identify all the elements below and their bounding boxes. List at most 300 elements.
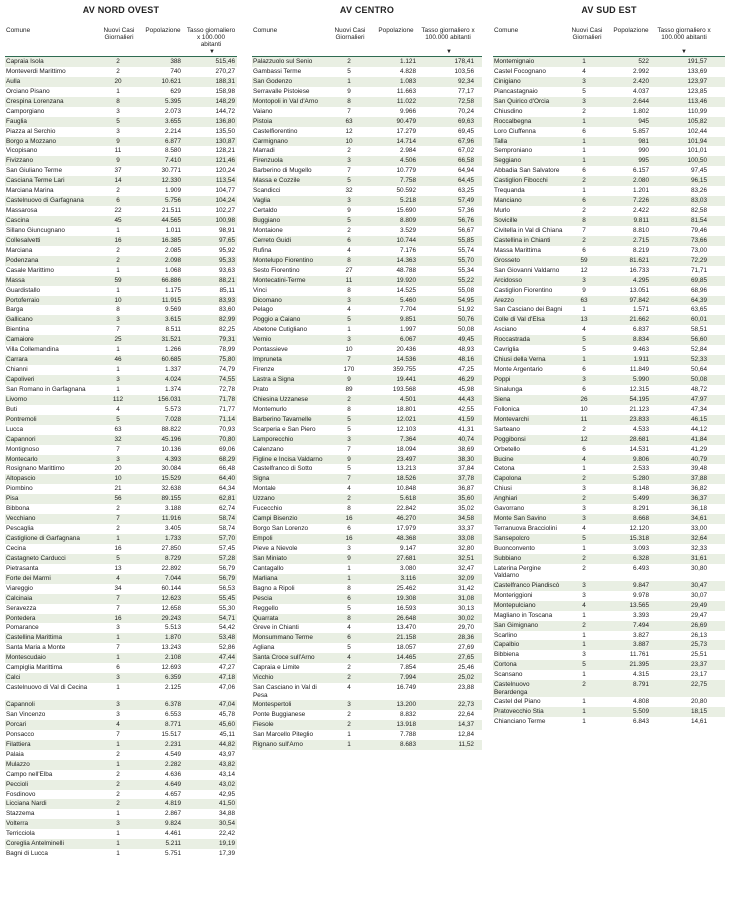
cell-popolazione: 8.729 [165, 554, 181, 562]
cell-nuovi-casi: 4 [116, 720, 120, 728]
table-row [493, 315, 725, 325]
table-row [252, 127, 482, 137]
cell-comune: Ponsacco [6, 730, 35, 738]
cell-popolazione: 12.330 [161, 177, 181, 185]
cell-popolazione: 17.979 [396, 525, 416, 533]
cell-popolazione: 9.463 [633, 346, 649, 354]
cell-tasso: 54,71 [219, 614, 235, 622]
cell-popolazione: 12.120 [629, 525, 649, 533]
cell-comune: San Miniato [253, 554, 287, 562]
table-row [493, 206, 725, 216]
cell-nuovi-casi: 16 [114, 614, 122, 622]
table-row [493, 554, 725, 564]
cell-comune: Vicopisano [6, 147, 38, 155]
table-row [493, 581, 725, 591]
table-row [5, 623, 237, 633]
cell-popolazione: 945 [638, 117, 649, 125]
table-row [5, 117, 237, 127]
cell-tasso: 47,27 [219, 664, 235, 672]
cell-nuovi-casi: 32 [345, 187, 353, 195]
cell-popolazione: 1.011 [165, 226, 181, 234]
cell-tasso: 55,85 [458, 236, 474, 244]
cell-nuovi-casi: 1 [582, 465, 586, 473]
cell-nuovi-casi: 27 [345, 266, 353, 274]
cell-tasso: 32,64 [691, 535, 707, 542]
table-row [5, 276, 237, 286]
cell-comune: Signa [253, 475, 270, 483]
cell-nuovi-casi: 2 [582, 425, 586, 433]
cell-comune: Fucecchio [253, 505, 283, 513]
cell-popolazione: 7.044 [165, 574, 181, 582]
header-comune: Comune [6, 27, 31, 34]
cell-tasso: 55,70 [458, 256, 474, 264]
cell-popolazione: 1.337 [165, 366, 181, 374]
cell-tasso: 50,76 [458, 316, 474, 324]
cell-popolazione: 5.211 [165, 840, 181, 848]
cell-nuovi-casi: 63 [580, 296, 588, 304]
cell-nuovi-casi: 5 [347, 217, 351, 224]
table-row [252, 395, 482, 405]
cell-nuovi-casi: 3 [116, 820, 120, 828]
cell-comune: Castellina Marittima [6, 634, 63, 642]
cell-tasso: 58,74 [219, 525, 235, 533]
cell-popolazione: 5.618 [400, 495, 416, 503]
cell-comune: Laterina Pergine Valdarno [494, 564, 541, 580]
cell-tasso: 100,50 [687, 157, 707, 165]
table-row [5, 435, 237, 445]
cell-comune: San Vincenzo [6, 711, 46, 718]
cell-nuovi-casi: 4 [116, 405, 120, 413]
cell-nuovi-casi: 3 [347, 701, 351, 709]
cell-comune: Castagneto Carducci [6, 554, 66, 562]
cell-comune: Pieve a Nievole [253, 544, 298, 552]
cell-nuovi-casi: 2 [347, 674, 351, 682]
cell-popolazione: 22.842 [396, 505, 416, 513]
cell-popolazione: 4.808 [633, 698, 649, 706]
cell-comune: Sesto Fiorentino [253, 266, 300, 274]
cell-nuovi-casi: 2 [116, 58, 120, 65]
table-body [493, 57, 725, 727]
cell-tasso: 148,29 [215, 97, 235, 105]
cell-comune: Guardistallo [6, 286, 41, 294]
cell-comune: Monte San Savino [494, 515, 547, 523]
cell-comune: Semproniano [494, 147, 533, 155]
table-row [493, 591, 725, 601]
table-row [493, 355, 725, 365]
cell-nuovi-casi: 8 [347, 614, 351, 622]
cell-popolazione: 12.658 [161, 604, 181, 612]
table-row [252, 156, 482, 166]
sort-desc-icon[interactable]: ▼ [681, 49, 687, 55]
cell-comune: Capalbio [494, 641, 520, 649]
cell-nuovi-casi: 4 [582, 326, 586, 334]
cell-tasso: 55,30 [219, 604, 235, 612]
cell-nuovi-casi: 20 [114, 77, 122, 85]
cell-comune: Montaione [253, 226, 283, 234]
table-row [252, 653, 482, 663]
table-row [252, 643, 482, 653]
cell-comune: Scarlino [494, 631, 518, 639]
table-row [5, 839, 237, 849]
cell-tasso: 33,08 [458, 535, 474, 542]
cell-popolazione: 11.663 [396, 87, 416, 95]
table-body [5, 57, 237, 859]
cell-popolazione: 1.733 [165, 535, 181, 542]
cell-comune: Cavriglia [494, 346, 519, 354]
cell-nuovi-casi: 4 [347, 624, 351, 632]
cell-nuovi-casi: 1 [347, 730, 351, 738]
cell-comune: Vinci [253, 286, 267, 294]
table-row [493, 435, 725, 445]
table-row [252, 256, 482, 266]
cell-tasso: 37,78 [458, 475, 474, 483]
table-row [252, 584, 482, 594]
cell-popolazione: 13.565 [629, 601, 649, 609]
cell-nuovi-casi: 16 [345, 515, 353, 523]
cell-popolazione: 6.877 [165, 137, 181, 145]
cell-popolazione: 1.802 [633, 107, 649, 115]
cell-popolazione: 5.509 [633, 708, 649, 716]
cell-tasso: 45,98 [458, 385, 474, 393]
cell-popolazione: 4.828 [400, 67, 416, 75]
cell-comune: Colle di Val d'Elsa [494, 316, 545, 324]
cell-popolazione: 9.824 [165, 820, 181, 828]
cell-popolazione: 5.857 [633, 127, 649, 135]
cell-tasso: 64,45 [458, 177, 474, 185]
cell-popolazione: 7.854 [400, 664, 416, 672]
cell-comune: Uzzano [253, 495, 275, 503]
cell-tasso: 22,75 [691, 681, 707, 689]
cell-comune: Arezzo [494, 296, 514, 304]
cell-popolazione: 7.788 [400, 730, 416, 738]
cell-tasso: 54,95 [458, 296, 474, 304]
cell-comune: Calci [6, 674, 21, 682]
cell-popolazione: 18.801 [396, 405, 416, 413]
table-row [5, 345, 237, 355]
table-row [5, 107, 237, 117]
header-popolazione: Popolazione [378, 27, 414, 34]
cell-tasso: 66,48 [219, 465, 235, 473]
table-row [493, 621, 725, 631]
cell-tasso: 23,88 [458, 684, 474, 692]
cell-nuovi-casi: 7 [347, 167, 351, 175]
column-title: AV CENTRO [339, 5, 395, 15]
table-row [5, 375, 237, 385]
cell-comune: Forte dei Marmi [6, 574, 51, 582]
cell-comune: Sovicille [494, 217, 518, 224]
cell-popolazione: 629 [170, 87, 181, 95]
cell-popolazione: 8.148 [633, 485, 649, 493]
table-row [252, 296, 482, 306]
cell-tasso: 26,69 [691, 621, 707, 629]
cell-comune: Vaglia [253, 197, 271, 205]
cell-nuovi-casi: 9 [347, 87, 351, 95]
cell-popolazione: 22.892 [161, 564, 181, 572]
cell-nuovi-casi: 3 [347, 336, 351, 344]
table-row [5, 266, 237, 276]
cell-nuovi-casi: 2 [582, 495, 586, 503]
cell-popolazione: 10.136 [161, 445, 181, 453]
cell-nuovi-casi: 8 [582, 217, 586, 224]
cell-comune: Pontedera [6, 614, 36, 622]
cell-tasso: 44,12 [691, 425, 707, 433]
cell-comune: Stazzema [6, 810, 35, 818]
cell-tasso: 133,69 [687, 67, 707, 75]
table-row [5, 67, 237, 77]
cell-nuovi-casi: 14 [114, 177, 122, 185]
table-row [5, 464, 237, 474]
cell-nuovi-casi: 8 [347, 584, 351, 592]
header-nuovi-casi: Nuovi Casi Giornalieri [571, 27, 603, 41]
table-row [5, 226, 237, 236]
cell-comune: Marciana Marina [6, 187, 54, 195]
cell-tasso: 36,18 [691, 505, 707, 513]
cell-tasso: 69,63 [458, 117, 474, 125]
cell-comune: Borgo San Lorenzo [253, 525, 309, 533]
cell-comune: Orbetello [494, 445, 520, 453]
cell-nuovi-casi: 9 [347, 554, 351, 562]
cell-popolazione: 2.073 [165, 107, 181, 115]
table-row [252, 146, 482, 156]
cell-tasso: 40,79 [691, 455, 707, 463]
cell-popolazione: 3.393 [633, 611, 649, 619]
cell-popolazione: 29.243 [161, 614, 181, 622]
cell-popolazione: 1.374 [165, 385, 181, 393]
cell-popolazione: 981 [638, 137, 649, 145]
cell-comune: Camaiore [6, 336, 34, 344]
cell-popolazione: 6.843 [633, 718, 649, 726]
cell-tasso: 37,84 [458, 465, 474, 473]
cell-tasso: 42,95 [219, 790, 235, 798]
cell-tasso: 31,08 [458, 594, 474, 602]
cell-popolazione: 16.593 [396, 604, 416, 612]
cell-nuovi-casi: 3 [347, 157, 351, 165]
table-header [5, 20, 237, 56]
cell-tasso: 57,70 [219, 535, 235, 542]
cell-popolazione: 3.655 [165, 117, 181, 125]
cell-nuovi-casi: 5 [347, 604, 351, 612]
cell-comune: Buggiano [253, 217, 281, 224]
cell-tasso: 48,93 [458, 346, 474, 354]
cell-popolazione: 4.549 [165, 750, 181, 758]
cell-comune: Mulazzo [6, 760, 30, 768]
cell-tasso: 49,45 [458, 336, 474, 344]
table-row [5, 176, 237, 186]
cell-popolazione: 5.460 [400, 296, 416, 304]
cell-comune: Abbadia San Salvatore [494, 167, 560, 175]
table-row [5, 720, 237, 730]
cell-tasso: 55,22 [458, 276, 474, 284]
cell-nuovi-casi: 6 [582, 127, 586, 135]
cell-popolazione: 14.525 [396, 286, 416, 294]
cell-comune: Dicomano [253, 296, 282, 304]
cell-comune: Castelnuovo Berardenga [494, 681, 530, 696]
table-row [252, 246, 482, 256]
cell-tasso: 30,80 [691, 564, 707, 572]
cell-popolazione: 3.080 [400, 564, 416, 572]
cell-popolazione: 15.690 [396, 207, 416, 215]
cell-nuovi-casi: 32 [114, 435, 122, 443]
table-row [5, 355, 237, 365]
table-row [493, 335, 725, 345]
table-row [5, 395, 237, 405]
cell-comune: Piazza al Serchio [6, 127, 56, 135]
cell-tasso: 57,28 [219, 554, 235, 562]
cell-tasso: 32,33 [691, 544, 707, 552]
cell-nuovi-casi: 2 [116, 770, 120, 778]
cell-nuovi-casi: 4 [347, 246, 351, 254]
cell-popolazione: 5.573 [165, 405, 181, 413]
cell-tasso: 75,80 [219, 356, 235, 364]
cell-nuovi-casi: 5 [116, 415, 120, 423]
cell-comune: Castiglion Fibocchi [494, 177, 548, 185]
cell-nuovi-casi: 9 [347, 376, 351, 383]
cell-nuovi-casi: 1 [582, 157, 586, 165]
cell-nuovi-casi: 22 [114, 207, 122, 215]
cell-tasso: 68,29 [219, 455, 235, 463]
cell-nuovi-casi: 11 [580, 415, 588, 423]
cell-tasso: 55,08 [458, 286, 474, 294]
cell-tasso: 77,17 [458, 87, 474, 95]
cell-tasso: 74,79 [219, 366, 235, 374]
cell-nuovi-casi: 2 [116, 256, 120, 264]
cell-nuovi-casi: 3 [347, 296, 351, 304]
cell-comune: Reggello [253, 604, 279, 612]
cell-tasso: 130,87 [215, 137, 235, 145]
cell-comune: Monte Argentario [494, 366, 543, 374]
cell-tasso: 56,53 [219, 584, 235, 592]
cell-popolazione: 4.636 [165, 770, 181, 778]
cell-tasso: 36,82 [691, 485, 707, 493]
table-row [5, 236, 237, 246]
table-header [493, 20, 725, 56]
cell-nuovi-casi: 5 [582, 661, 586, 669]
cell-tasso: 135,50 [215, 127, 235, 135]
table-row [5, 730, 237, 740]
cell-nuovi-casi: 2 [582, 621, 586, 629]
table-row [5, 455, 237, 465]
cell-popolazione: 21.158 [396, 634, 416, 642]
table-row [5, 683, 237, 700]
table-row [493, 395, 725, 405]
cell-popolazione: 1.068 [165, 266, 181, 274]
table-row [493, 680, 725, 697]
cell-tasso: 104,77 [215, 187, 235, 195]
table-row [493, 246, 725, 256]
cell-comune: San Romano in Garfagnana [6, 385, 86, 393]
cell-tasso: 121,46 [215, 157, 235, 165]
cell-nuovi-casi: 3 [582, 515, 586, 523]
table-row [252, 345, 482, 355]
table-row [5, 663, 237, 673]
cell-popolazione: 8.580 [165, 147, 181, 155]
cell-popolazione: 5.280 [633, 475, 649, 483]
cell-popolazione: 50.592 [396, 187, 416, 195]
table-row [252, 325, 482, 335]
table-row [252, 574, 482, 584]
cell-nuovi-casi: 8 [347, 286, 351, 294]
cell-comune: San Giuliano Terme [6, 167, 63, 175]
cell-popolazione: 3.093 [633, 544, 649, 552]
table-row [5, 829, 237, 839]
table-row [5, 87, 237, 97]
cell-popolazione: 14.531 [629, 445, 649, 453]
table-row [252, 730, 482, 740]
cell-comune: Campo nell'Elba [6, 770, 53, 778]
cell-popolazione: 13.243 [161, 644, 181, 652]
cell-tasso: 97,65 [219, 236, 235, 244]
cell-nuovi-casi: 8 [116, 97, 120, 105]
cell-comune: Crespina Lorenzana [6, 97, 64, 105]
cell-nuovi-casi: 37 [114, 167, 122, 175]
table-row [5, 770, 237, 780]
table-row [493, 405, 725, 415]
cell-nuovi-casi: 2 [582, 236, 586, 244]
table-row [5, 504, 237, 514]
cell-nuovi-casi: 5 [582, 87, 586, 95]
table-row [252, 236, 482, 246]
cell-tasso: 26,13 [691, 631, 707, 639]
cell-nuovi-casi: 1 [116, 810, 120, 818]
cell-comune: Abetone Cutigliano [253, 326, 308, 334]
cell-tasso: 55,45 [219, 594, 235, 602]
table-row [5, 700, 237, 710]
cell-tasso: 34,61 [691, 515, 707, 523]
cell-popolazione: 28.681 [629, 435, 649, 443]
cell-popolazione: 11.849 [629, 366, 649, 374]
table-row [5, 335, 237, 345]
cell-comune: Cantagallo [253, 564, 284, 572]
cell-tasso: 19,19 [219, 840, 235, 848]
sort-desc-icon[interactable]: ▼ [209, 49, 215, 55]
cell-nuovi-casi: 3 [116, 701, 120, 709]
cell-tasso: 56,60 [691, 336, 707, 344]
cell-nuovi-casi: 3 [582, 485, 586, 493]
table-row [493, 640, 725, 650]
cell-popolazione: 11.022 [396, 97, 416, 105]
table-row [5, 484, 237, 494]
cell-nuovi-casi: 7 [116, 515, 120, 523]
sort-desc-icon[interactable]: ▼ [446, 49, 452, 55]
table-row [252, 614, 482, 624]
table-row [252, 604, 482, 614]
table-row [493, 631, 725, 641]
cell-comune: Sillano Giuncugnano [6, 226, 65, 234]
table-row [5, 653, 237, 663]
cell-tasso: 22,73 [458, 701, 474, 709]
table-row [252, 365, 482, 375]
cell-nuovi-casi: 1 [116, 830, 120, 838]
table-row [493, 186, 725, 196]
cell-popolazione: 18.057 [396, 644, 416, 652]
cell-tasso: 18,15 [691, 708, 707, 716]
cell-tasso: 34,58 [458, 515, 474, 523]
cell-tasso: 58,51 [691, 326, 707, 334]
table-row [493, 127, 725, 137]
table-row [252, 425, 482, 435]
cell-popolazione: 3.405 [165, 525, 181, 533]
cell-tasso: 83,26 [691, 187, 707, 195]
table-row [252, 435, 482, 445]
cell-popolazione: 9.978 [633, 591, 649, 599]
cell-nuovi-casi: 34 [114, 584, 122, 592]
cell-nuovi-casi: 1 [582, 544, 586, 552]
table-row [5, 633, 237, 643]
cell-tasso: 82,25 [219, 326, 235, 334]
cell-popolazione: 60.144 [161, 584, 181, 592]
table-row [252, 286, 482, 296]
table-row [493, 97, 725, 107]
